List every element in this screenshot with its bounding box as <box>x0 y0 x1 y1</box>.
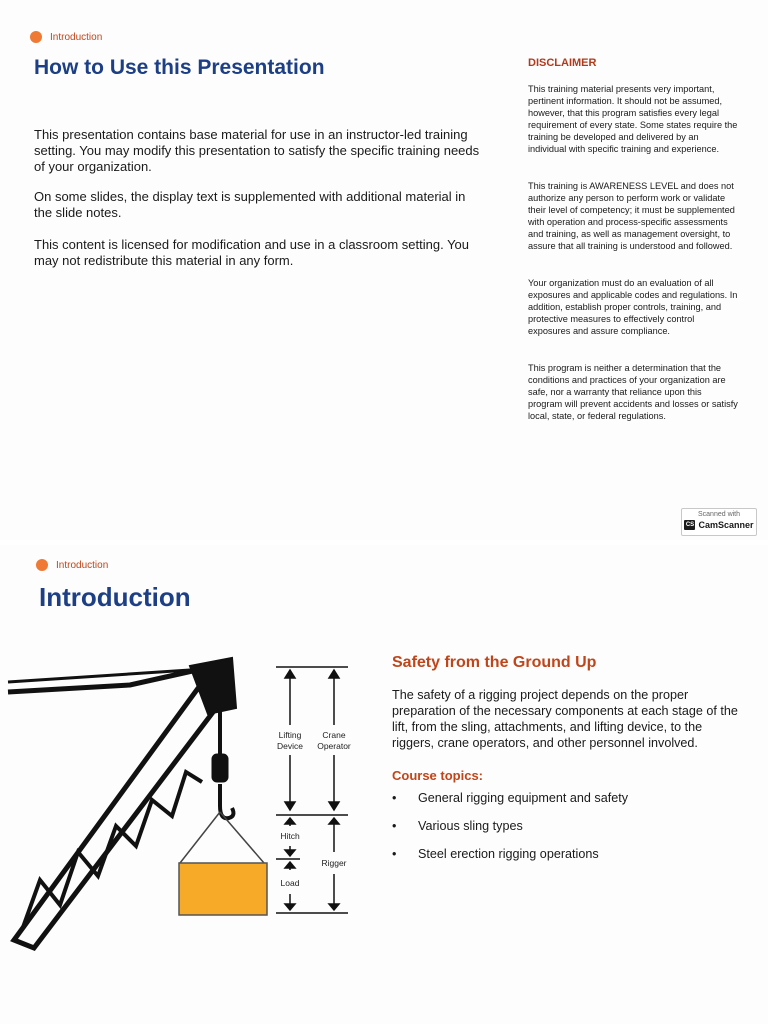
slide-introduction <box>0 545 768 1024</box>
section-label: Introduction <box>56 559 109 571</box>
paragraph-2: On some slides, the display text is supplemented with additional material in the slide notes. <box>34 189 466 220</box>
section-tag <box>30 31 102 43</box>
disclaimer-paragraph <box>528 363 738 423</box>
slide-title: How to Use this Presentation <box>34 56 325 79</box>
body-paragraph <box>34 237 484 269</box>
disclaimer-paragraph-3: Your organization must do an evaluation of all exposures and applicable codes and regulations. In addition, establish proper controls, training, and protective measures to effectively control exposures and assure compliance. <box>528 278 738 336</box>
disclaimer-paragraph-1: This training material presents very important, pertinent information. It should not be assumed, however, that this program satisfies every legal requirement of every state. Some states require the training be developed and delivered by an individual with specific training and experience. <box>528 84 738 154</box>
bullet-icon: • <box>392 791 397 805</box>
crane-rigging-diagram <box>0 630 380 990</box>
disclaimer-paragraph <box>528 84 738 155</box>
paragraph-3: This content is licensed for modification and use in a classroom setting. You may not redistribute this material in any form. <box>34 237 470 268</box>
slide-subtitle: Safety from the Ground Up <box>392 654 597 671</box>
list-item <box>392 791 628 819</box>
topic-label: General rigging equipment and safety <box>418 791 629 805</box>
camscanner-logo-icon: CS <box>685 522 695 528</box>
camscanner-watermark <box>681 508 757 536</box>
scanned-with-label: Scanned with <box>697 511 741 518</box>
body-paragraph <box>34 189 484 221</box>
disclaimer-paragraph <box>528 278 738 338</box>
disclaimer-paragraph-4: This program is neither a determination that the conditions and practices of your organization are safe, nor a warranty that reliance upon this program will prevent accidents and losses or satisfy local, state, or federal regulations. <box>528 363 738 421</box>
bullet-icon: • <box>392 847 397 861</box>
hook-block <box>212 708 233 818</box>
lifting-device-label-line2: Device <box>277 741 303 751</box>
list-item <box>392 819 628 847</box>
crane-operator-label-line1: Crane <box>322 730 346 740</box>
dimension-lines <box>276 667 348 913</box>
topic-label: Various sling types <box>418 819 523 833</box>
disclaimer-title: DISCLAIMER <box>528 57 597 69</box>
list-item <box>392 847 628 875</box>
sling <box>180 812 264 863</box>
intro-paragraph: The safety of a rigging project depends on the proper preparation of the necessary components at each stage of the lift, from the sling, attachments, and lifting device, to the riggers, crane operators, and other personnel involved. <box>392 688 738 750</box>
rigger-label: Rigger <box>321 858 347 868</box>
crane-operator-label-line2: Operator <box>317 741 351 751</box>
load-box <box>179 863 267 915</box>
lifting-device-label-line1: Lifting <box>278 730 302 740</box>
course-topics-list <box>392 791 628 875</box>
disclaimer-paragraph <box>528 181 738 252</box>
section-tag <box>36 559 108 571</box>
section-dot-icon <box>30 31 42 43</box>
camscanner-name: CamScanner <box>698 520 754 530</box>
paragraph-1: This presentation contains base material for use in an instructor-led training setting. You may modify this presentation to satisfy the specific training needs of your organization. <box>34 127 480 174</box>
section-dot-icon <box>36 559 48 571</box>
topic-label: Steel erection rigging operations <box>418 847 599 861</box>
hitch-label: Hitch <box>280 831 300 841</box>
body-paragraph <box>34 127 484 175</box>
disclaimer-paragraph-2: This training is AWARENESS LEVEL and does not authorize any person to perform work or validate their level of competency; it must be supplemented with operation and process-specific assessments and training, as well as management oversight, to assure that all training is understood and followed. <box>528 181 735 251</box>
section-label: Introduction <box>50 31 103 43</box>
load-label: Load <box>280 878 300 888</box>
bullet-icon: • <box>392 819 397 833</box>
course-topics-title: Course topics: <box>392 768 484 783</box>
slide-title: Introduction <box>39 582 191 612</box>
